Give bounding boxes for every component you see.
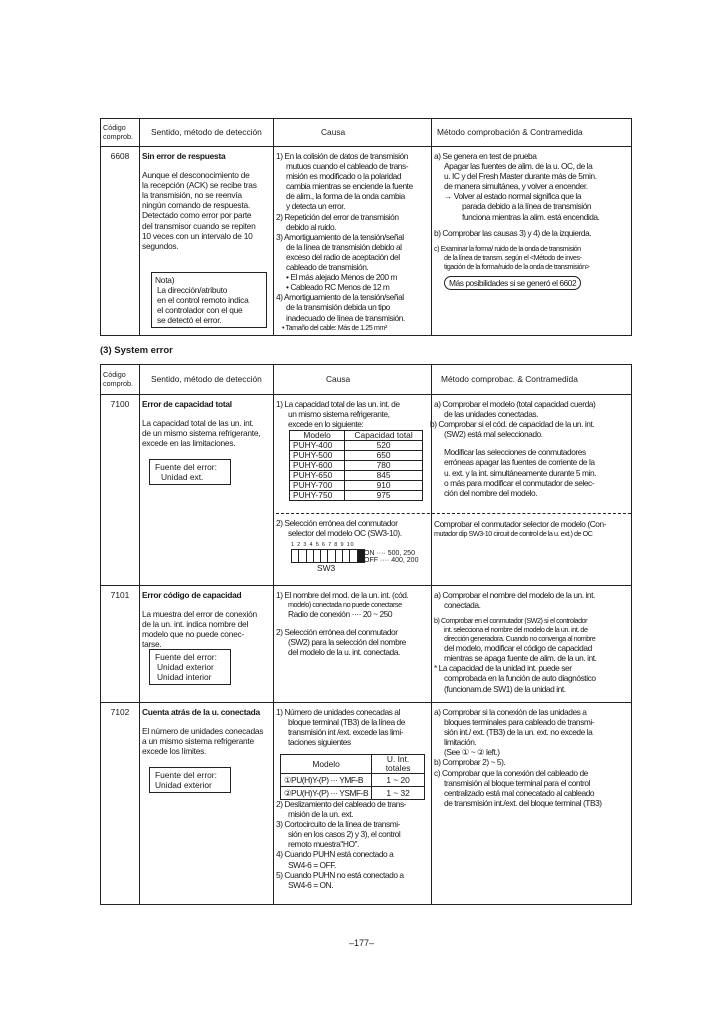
cap-model: PUHY-600 bbox=[290, 461, 345, 471]
desc-line: la recepción (ACK) se recibe tras bbox=[142, 180, 257, 191]
metodo-line: conectada. bbox=[444, 600, 481, 611]
metodo-line: sión int./ ext. (TB3) de la un. ext. no excede la bbox=[444, 727, 593, 738]
metodo-line: u. IC y del Fresh Master durante más de 5min. bbox=[444, 171, 597, 182]
metodo-line: Apagar las fuentes de alim. de la u. OC, de la bbox=[444, 161, 593, 172]
causa-line: bloque terminal (TB3) de la línea de bbox=[288, 717, 405, 728]
causa-line: • Cableado RC Menos de 12 m bbox=[286, 282, 390, 293]
causa-cell bbox=[276, 703, 428, 747]
metodo-line: b) Comprobar 2) ~ 5). bbox=[434, 757, 506, 768]
causa-line: cambia mientras se enciende la fuente bbox=[286, 181, 413, 192]
cap-header-model: Modelo bbox=[290, 431, 345, 441]
sw3-dip-switch bbox=[291, 542, 365, 573]
table-row bbox=[290, 451, 423, 461]
switch-bar bbox=[291, 549, 365, 563]
causa-line: de la transmisión debida un tipo bbox=[286, 302, 390, 313]
header-sentido: Sentido, método de detección bbox=[151, 374, 262, 385]
error-source-box bbox=[149, 767, 231, 793]
metodo-line: centralizado está mal conecatado al cableado bbox=[444, 787, 595, 798]
cap-value: 975 bbox=[345, 491, 423, 501]
causa-line: 5) Cuando PUHN no está conectado a bbox=[276, 869, 404, 880]
metodo-line: int. selecciona el nombre del modelo de la un. int. de bbox=[444, 625, 588, 635]
cap-model: PUHY-700 bbox=[290, 481, 345, 491]
header-causa: Causa bbox=[326, 374, 351, 385]
causa-line: 3) Cortocircuito de la línea de transmi- bbox=[276, 819, 400, 830]
table-row bbox=[101, 147, 631, 335]
metodo-line: bloques terminales para cableado de transmi- bbox=[444, 717, 595, 728]
cap-value: 845 bbox=[345, 471, 423, 481]
unit-model: ①PU(H)Y-(P) ··· YMF-B bbox=[281, 774, 372, 787]
metodo-line: ción del nombre del modelo. bbox=[444, 487, 538, 498]
desc-line: ningún comando de respuesta. bbox=[142, 200, 251, 211]
metodo-cell bbox=[434, 586, 629, 694]
causa-line: (SW2) para la selección del nombre bbox=[288, 637, 406, 648]
error-code: 7102 bbox=[110, 707, 130, 717]
cap-model: PUHY-400 bbox=[290, 441, 345, 451]
source-line: Unidad ext. bbox=[161, 472, 204, 483]
check-table-6608 bbox=[100, 118, 632, 336]
causa-cell-2 bbox=[276, 518, 428, 538]
cap-value: 910 bbox=[345, 481, 423, 491]
causa-cell bbox=[276, 395, 428, 429]
error-title: Error código de capacidad bbox=[142, 590, 242, 600]
causa-line: 1) El nombre del mod. de la un. int. (cód. bbox=[276, 590, 409, 600]
causa-line: mutuos cuando el cableado de trans- bbox=[286, 161, 409, 172]
desc-line: del transmisor cuando se repiten bbox=[142, 220, 256, 231]
desc-line: 10 veces con un intervalo de 10 bbox=[142, 230, 253, 241]
metodo-line: b) Comprobar en el conmutador (SW2) si el controlador bbox=[434, 616, 588, 626]
header-sentido: Sentido, método de detección bbox=[151, 127, 262, 138]
error-source-box bbox=[149, 459, 231, 485]
metodo-line: erróneas apagar las fuentes de corriente de la bbox=[444, 457, 595, 468]
unit-limits-table bbox=[280, 754, 425, 800]
causa-line: un mismo sistema refrigerante, bbox=[288, 409, 390, 420]
causa-line: 4) Cuando PUHN está conectado a bbox=[276, 849, 394, 860]
metodo-cell-2 bbox=[434, 519, 629, 538]
causa-line: de la línea de transmisión debido al bbox=[286, 241, 402, 252]
metodo-line: a) Comprobar el modelo (total capacidad cuerda) bbox=[434, 399, 596, 409]
causa-line: 3) Amortiguamiento de la tensión/señal bbox=[276, 231, 404, 242]
metodo-line: (funcionam.de SW1) de la unidad int. bbox=[444, 683, 566, 694]
note-line: en el control remoto indica bbox=[157, 295, 249, 306]
metodo-line: Comprobar el conmutador selector de modelo (Con- bbox=[434, 519, 607, 529]
cap-header-capacity: Capacidad total bbox=[345, 431, 423, 441]
source-line: Fuente del error: bbox=[155, 462, 217, 472]
sentido-cell bbox=[142, 586, 270, 649]
metodo-line: de la línea de transm. según el <Método de inves- bbox=[444, 252, 582, 262]
causa-line: SW4-6 = OFF. bbox=[288, 859, 336, 870]
causa-line: Radio de conexión ···· 20 ~ 250 bbox=[288, 609, 393, 620]
causa-line: taciones siguientes bbox=[288, 737, 351, 748]
sentido-cell bbox=[142, 147, 270, 251]
cap-model: PUHY-750 bbox=[290, 491, 345, 501]
table-row bbox=[281, 774, 425, 787]
causa-line: misión es modificado o la polaridad bbox=[286, 171, 402, 182]
metodo-line: parada debido a la línea de transmisión bbox=[462, 201, 592, 212]
table-row bbox=[290, 441, 423, 451]
desc-line: Detectado como error por parte bbox=[142, 210, 252, 221]
error-title: Sin error de respuesta bbox=[142, 151, 226, 161]
cap-model: PUHY-500 bbox=[290, 451, 345, 461]
causa-line: exceso del radio de aceptación del bbox=[286, 251, 400, 262]
note-box bbox=[151, 272, 267, 328]
source-line: Fuente del error: bbox=[155, 652, 217, 662]
desc-line: modelo que no puede conec- bbox=[142, 629, 244, 640]
desc-line: El número de unidades conecadas bbox=[142, 726, 264, 737]
desc-line: segundos. bbox=[142, 240, 179, 251]
desc-line: la transmisión, no se reenvía bbox=[142, 190, 242, 201]
error-code: 7100 bbox=[110, 399, 130, 409]
metodo-line: a) Comprobar el nombre del modelo de la un. int. bbox=[434, 590, 595, 600]
causa-line: 2) Selección errónea del conmutador bbox=[276, 518, 398, 528]
desc-line: a un mismo sistema refrigerante bbox=[142, 736, 254, 747]
table-row bbox=[290, 491, 423, 501]
note-line: se detectó el error. bbox=[157, 315, 222, 326]
desc-line: excede los límites. bbox=[142, 746, 207, 757]
desc-line: La muestra del error de conexión bbox=[142, 609, 257, 620]
metodo-line: tigación de la forma/ruido de la onda de transmisión> bbox=[444, 261, 590, 271]
causa-line: selector del modelo OC (SW3-10). bbox=[288, 528, 402, 539]
causa-line: 2) Selección errónea del conmutador bbox=[276, 627, 398, 638]
causa-line: 4) Amortiguamiento de la tensión/señal bbox=[276, 292, 404, 303]
sentido-cell bbox=[142, 395, 270, 448]
cap-model: PUHY-650 bbox=[290, 471, 345, 481]
metodo-line: o más para modificar el conmutador de selec- bbox=[444, 477, 595, 488]
error-title: Cuenta atrás de la u. conectada bbox=[142, 707, 260, 717]
unit-range: 1 ~ 20 bbox=[372, 774, 425, 787]
metodo-line: a) Comprobar si la conexión de las unidades a bbox=[434, 707, 587, 717]
causa-line: del modelo de la u. int. conectada. bbox=[288, 647, 400, 658]
unit-header-total: U. Int. totales bbox=[372, 755, 425, 774]
desc-line: tarse. bbox=[142, 639, 162, 650]
metodo-line: del modelo, modificar el código de capacidad bbox=[444, 643, 592, 654]
header-code: Código comprob. bbox=[103, 370, 133, 388]
metodo-line: c) Comprobar que la conexión del cableado de bbox=[434, 767, 588, 778]
note-line: La dirección/atributo bbox=[157, 285, 228, 296]
table-row bbox=[281, 787, 425, 800]
switch-on-label: ON ···· 500, 250 bbox=[364, 550, 415, 557]
header-metodo: Método comprobac. & Contramedida bbox=[441, 374, 578, 385]
unit-range: 1 ~ 32 bbox=[372, 787, 425, 800]
table-row bbox=[290, 471, 423, 481]
causa-cell-2 bbox=[276, 799, 428, 890]
cap-value: 650 bbox=[345, 451, 423, 461]
causa-line: misión de la un. ext. bbox=[288, 809, 354, 820]
switch-off-label: OFF ···· 400, 200 bbox=[364, 557, 419, 564]
metodo-line: limitación. bbox=[444, 737, 477, 748]
error-source-box bbox=[149, 649, 231, 685]
table-row bbox=[101, 703, 631, 905]
causa-line: remoto muestra"HO". bbox=[288, 839, 359, 850]
metodo-line: (SW2) está mal seleccionado. bbox=[444, 429, 543, 440]
unit-header-model: Modelo bbox=[281, 755, 372, 774]
cap-value: 520 bbox=[345, 441, 423, 451]
table-row bbox=[101, 395, 631, 586]
causa-line: • Tamaño del cable: Más de 1.25 mm² bbox=[282, 322, 387, 332]
header-code: Código comprob. bbox=[103, 123, 133, 141]
metodo-line: a) Se genera en test de prueba bbox=[434, 151, 537, 161]
causa-line: cableado de transmisión. bbox=[286, 262, 369, 273]
metodo-line: b) Comprobar las causas 3) y 4) de la izquierda. bbox=[434, 227, 592, 238]
sentido-cell bbox=[142, 703, 270, 756]
causa-cell bbox=[276, 147, 428, 332]
metodo-line: mutador dip SW3-10 circuit de control de la u. ext.) de OC bbox=[434, 529, 593, 539]
possibility-pill: Más posibilidades si se generó el 6602 bbox=[444, 276, 581, 290]
causa-line: SW4-6 = ON. bbox=[288, 879, 334, 890]
source-line: Unidad exterior bbox=[157, 662, 214, 673]
error-code: 6608 bbox=[110, 151, 130, 161]
desc-line: La capacidad total de las un. int. bbox=[142, 418, 254, 429]
metodo-cell bbox=[434, 147, 629, 290]
metodo-line: Modificar las selecciones de conmutadores bbox=[444, 447, 586, 458]
causa-line: transmisión int /ext. excede las limi- bbox=[288, 727, 404, 738]
metodo-line: funciona mientras la alim. está encendida. bbox=[462, 211, 600, 222]
metodo-line: b) Comprobar si el cód. de capacidad de la un. int. bbox=[430, 419, 595, 430]
note-line: Nota) bbox=[155, 275, 175, 285]
metodo-line: c) Examinar la forma/ ruido de la onda de transmisión bbox=[434, 243, 581, 253]
cap-value: 780 bbox=[345, 461, 423, 471]
note-line: el controlador con el que bbox=[157, 305, 243, 316]
causa-line: debido al ruido. bbox=[286, 221, 337, 232]
table-row bbox=[101, 586, 631, 703]
causa-line: modelo) conectada no puede conectarse bbox=[288, 600, 402, 610]
metodo-line: transmisión al bloque terminal para el control bbox=[444, 777, 590, 788]
switch-numbers: 1 2 3 4 5 6 7 8 9 10 bbox=[291, 542, 355, 548]
causa-line: de alim., la forma de la onda cambia bbox=[286, 191, 405, 202]
section-title: (3) System error bbox=[100, 345, 173, 356]
metodo-line: (See ① ~ ② left.) bbox=[444, 747, 500, 758]
header-metodo: Método comprobación & Contramedida bbox=[437, 127, 583, 138]
table-row bbox=[290, 461, 423, 471]
desc-line: Aunque el desconocimiento de bbox=[142, 170, 250, 181]
desc-line: excede en las limitaciones. bbox=[142, 438, 236, 449]
causa-line: sión en los casos 2) y 3), el control bbox=[288, 829, 401, 840]
system-error-table bbox=[100, 364, 632, 905]
causa-line: 1) La capacidad total de las un. int. de bbox=[276, 399, 400, 409]
table-header bbox=[101, 365, 631, 395]
table-row bbox=[290, 481, 423, 491]
source-line: Unidad interior bbox=[157, 672, 212, 683]
metodo-line: de transmisión int./ext. del bloque terminal (TB3) bbox=[444, 797, 602, 808]
table-header bbox=[101, 119, 631, 147]
causa-line: 1) En la colisión de datos de transmisión bbox=[276, 151, 408, 161]
metodo-line: * La capacidad de la unidad int. puede ser bbox=[434, 663, 572, 674]
causa-line: excede en lo siguiente: bbox=[288, 419, 364, 430]
metodo-line: comprobada en la función de auto diagnóstico bbox=[444, 673, 596, 684]
causa-line: • El más alejado Menos de 200 m bbox=[286, 272, 397, 283]
source-line: Fuente del error: bbox=[155, 770, 217, 780]
causa-cell bbox=[276, 586, 428, 657]
capacity-table bbox=[289, 430, 423, 501]
metodo-line: de manera simultánea, y volver a encender. bbox=[444, 181, 588, 192]
source-line: Unidad exterior bbox=[155, 780, 212, 791]
causa-line: 1) Número de unidades conecadas al bbox=[276, 707, 400, 717]
metodo-line: mientras se apaga fuente de alim. de la un. int. bbox=[444, 653, 597, 664]
header-causa: Causa bbox=[321, 127, 346, 138]
desc-line: de un mismo sistema refrigerante, bbox=[142, 428, 261, 439]
metodo-line: dirección generadora. Cuando no convenga al nombre bbox=[444, 634, 596, 644]
metodo-line: de las unidades conectadas. bbox=[444, 409, 539, 420]
error-title: Error de capacidad total bbox=[142, 399, 232, 409]
metodo-cell bbox=[434, 703, 629, 808]
metodo-line: → Volver al estado normal significa que la bbox=[444, 191, 582, 202]
error-code: 7101 bbox=[110, 590, 130, 600]
causa-line: inadecuado de línea de transmisión. bbox=[286, 312, 405, 323]
causa-line: y detecta un error. bbox=[286, 201, 345, 212]
causa-line: 2) Deslizamiento del cableado de trans- bbox=[276, 799, 407, 809]
desc-line: de la un. int. indica nombre del bbox=[142, 619, 249, 630]
causa-line: 2) Repetición del error de transmisión bbox=[276, 211, 399, 222]
metodo-line: u. ext. y la int. simultáneamente durante 5 min. bbox=[444, 467, 597, 478]
page-number: –177– bbox=[348, 938, 375, 948]
metodo-cell bbox=[430, 395, 629, 498]
unit-model: ②PU(H)Y-(P) ··· YSMF-B bbox=[281, 787, 372, 800]
switch-name: SW3 bbox=[317, 563, 336, 573]
